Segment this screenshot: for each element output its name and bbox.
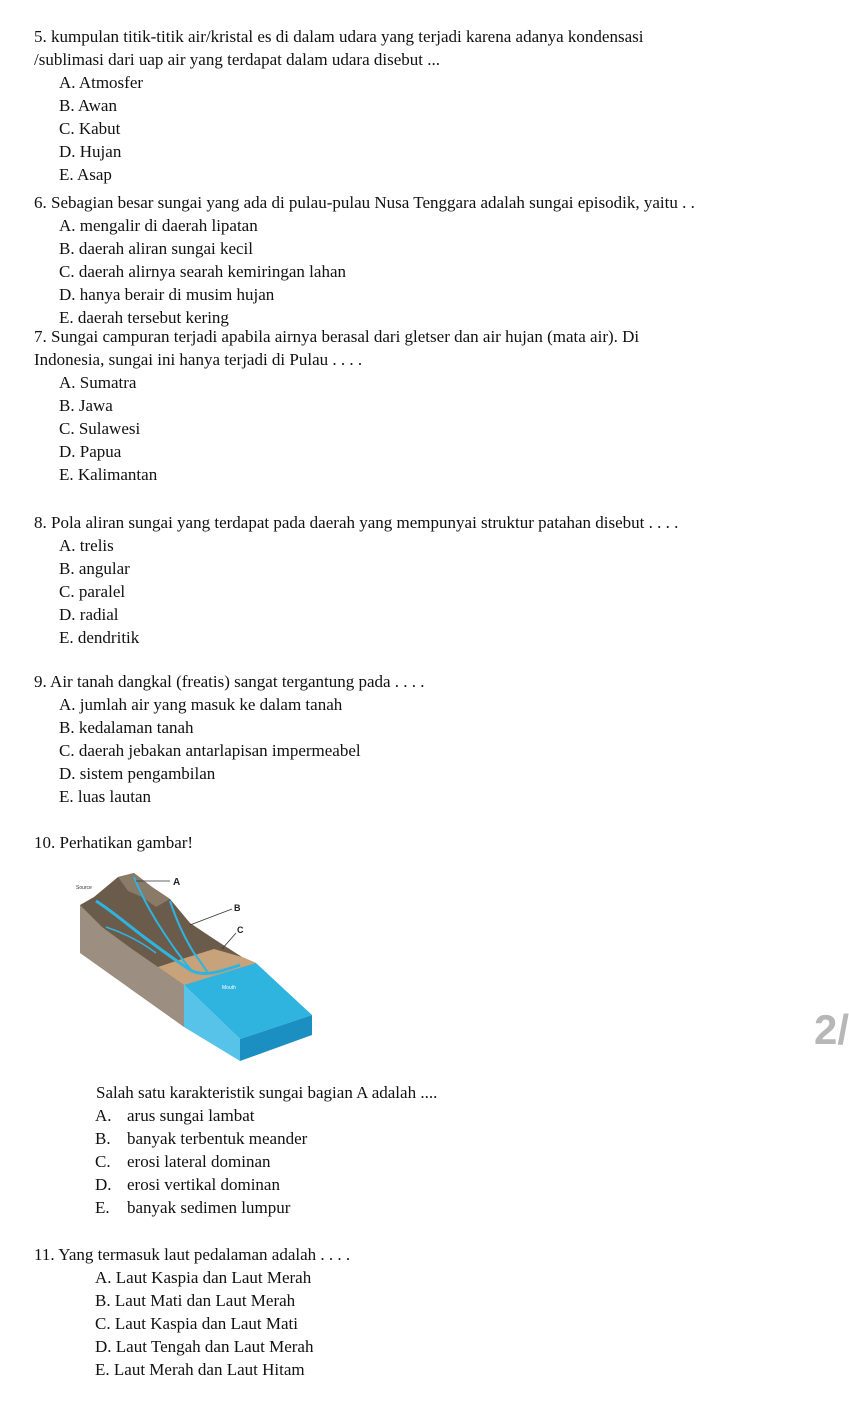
label-c: C [237, 925, 244, 935]
option-a[interactable]: A. Sumatra [59, 373, 137, 392]
option-a[interactable]: A. jumlah air yang masuk ke dalam tanah [59, 695, 343, 714]
question-10-title: 10. Perhatikan gambar! [34, 833, 194, 852]
option-text: erosi lateral dominan [127, 1152, 271, 1171]
question-6 [34, 191, 832, 329]
option-text: arus sungai lambat [127, 1106, 255, 1125]
option-c[interactable]: C. Laut Kaspia dan Laut Mati [95, 1314, 299, 1333]
option-d[interactable]: D. Laut Tengah dan Laut Merah [95, 1337, 314, 1356]
option-letter: B. [95, 1129, 111, 1148]
option-b[interactable]: B. Laut Mati dan Laut Merah [95, 1291, 296, 1310]
option-e[interactable]: E. Asap [59, 165, 112, 184]
question-11-stem: 11. Yang termasuk laut pedalaman adalah . . . . [34, 1245, 351, 1264]
river-diagram [72, 867, 320, 1062]
option-text: banyak sedimen lumpur [127, 1198, 291, 1217]
option-letter: C. [95, 1152, 111, 1171]
option-b[interactable]: B. daerah aliran sungai kecil [59, 239, 254, 258]
option-e[interactable]: E. Laut Merah dan Laut Hitam [95, 1360, 305, 1379]
option-d[interactable]: D. sistem pengambilan [59, 764, 216, 783]
question-11 [34, 1243, 832, 1381]
option-e[interactable]: E. Kalimantan [59, 465, 158, 484]
option-text: erosi vertikal dominan [127, 1175, 280, 1194]
option-c[interactable]: C. paralel [59, 582, 126, 601]
question-9-stem: 9. Air tanah dangkal (freatis) sangat tergantung pada . . . . [34, 672, 425, 691]
option-d[interactable] [34, 1173, 832, 1196]
leader-c [222, 933, 236, 949]
option-e[interactable]: E. luas lautan [59, 787, 152, 806]
option-a[interactable]: A. trelis [59, 536, 114, 555]
option-b[interactable]: B. Jawa [59, 396, 113, 415]
option-c[interactable]: C. Sulawesi [59, 419, 141, 438]
label-source: Source [76, 885, 92, 891]
option-c[interactable]: C. daerah jebakan antarlapisan impermeabel [59, 741, 361, 760]
option-b[interactable]: B. angular [59, 559, 130, 578]
question-5-stem [34, 25, 832, 71]
page-number: 2/ [814, 1006, 849, 1053]
option-c[interactable]: C. daerah alirnya searah kemiringan lahan [59, 262, 346, 281]
option-letter: D. [95, 1175, 112, 1194]
option-e[interactable]: E. daerah tersebut kering [59, 308, 229, 327]
question-8 [34, 511, 832, 649]
question-10-stem: Salah satu karakteristik sungai bagian A adalah .... [96, 1083, 438, 1102]
option-d[interactable]: D. radial [59, 605, 119, 624]
question-8-stem: 8. Pola aliran sungai yang terdapat pada daerah yang mempunyai struktur patahan disebut . . . . [34, 513, 679, 532]
question-7 [34, 325, 832, 486]
stem-line: /sublimasi dari uap air yang terdapat dalam udara disebut ... [34, 50, 440, 69]
option-a[interactable]: A. Laut Kaspia dan Laut Merah [95, 1268, 312, 1287]
option-d[interactable]: D. Hujan [59, 142, 122, 161]
leader-b [190, 909, 232, 925]
option-e[interactable] [34, 1196, 832, 1219]
option-c[interactable]: C. Kabut [59, 119, 121, 138]
option-d[interactable]: D. Papua [59, 442, 122, 461]
question-5 [34, 25, 832, 186]
question-9 [34, 670, 832, 808]
stem-line: 5. kumpulan titik-titik air/kristal es di dalam udara yang terjadi karena adanya kondensasi [34, 27, 644, 46]
question-7-stem [34, 325, 832, 371]
option-a[interactable]: A. Atmosfer [59, 73, 144, 92]
option-letter: A. [95, 1106, 112, 1125]
option-b[interactable]: B. Awan [59, 96, 117, 115]
question-6-stem: 6. Sebagian besar sungai yang ada di pulau-pulau Nusa Tenggara adalah sungai episodik, yaitu . . [34, 193, 695, 212]
option-text: banyak terbentuk meander [127, 1129, 308, 1148]
stem-line: Indonesia, sungai ini hanya terjadi di Pulau . . . . [34, 350, 363, 369]
option-d[interactable]: D. hanya berair di musim hujan [59, 285, 275, 304]
option-a[interactable] [34, 1104, 832, 1127]
option-b[interactable] [34, 1127, 832, 1150]
label-mouth: Mouth [222, 985, 236, 991]
option-c[interactable] [34, 1150, 832, 1173]
label-a: A [173, 877, 181, 888]
label-b: B [234, 903, 241, 913]
option-b[interactable]: B. kedalaman tanah [59, 718, 194, 737]
stem-line: 7. Sungai campuran terjadi apabila airnya berasal dari gletser dan air hujan (mata air). Di [34, 327, 640, 346]
question-10 [34, 1081, 832, 1219]
option-a[interactable]: A. mengalir di daerah lipatan [59, 216, 258, 235]
option-letter: E. [95, 1198, 110, 1217]
option-e[interactable]: E. dendritik [59, 628, 140, 647]
